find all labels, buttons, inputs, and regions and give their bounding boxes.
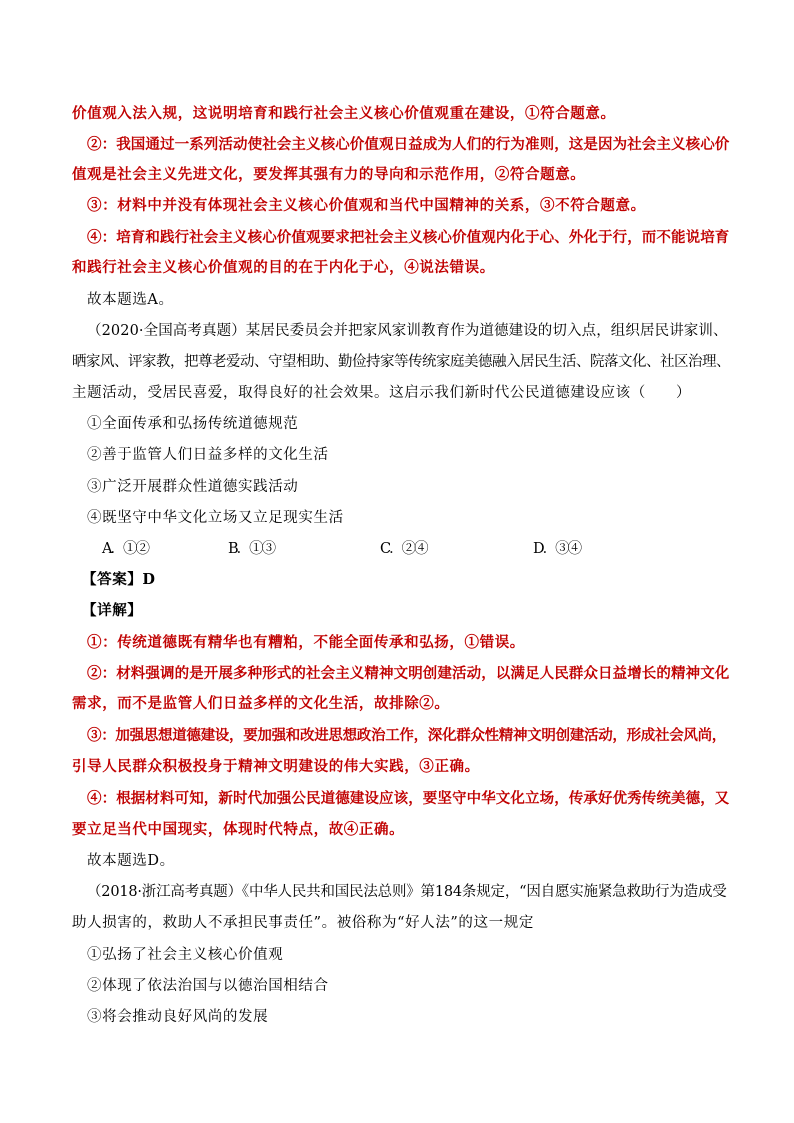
explanation-line: 值观是社会主义先进文化，要发挥其强有力的导向和示范作用，②符合题意。 xyxy=(72,166,586,183)
detail-line: ④：根据材料可知，新时代加强公民道德建设应该，要坚守中华文化立场，传承好优秀传统美德，又 xyxy=(87,790,730,807)
question-option: ③将会推动良好风尚的发展 xyxy=(87,1009,269,1025)
conclusion-text: 故本题选D。 xyxy=(87,853,175,869)
choice-c: C．②④ xyxy=(380,541,427,557)
detail-line: ②：材料强调的是开展多种形式的社会主义精神文明创建活动，以满足人民群众日益增长的精神文化 xyxy=(87,665,730,682)
question-option: ①全面传承和弘扬传统道德规范 xyxy=(87,416,299,432)
choice-a: A．①② xyxy=(102,541,148,557)
explanation-line: ②：我国通过一系列活动使社会主义核心价值观日益成为人们的行为准则，这是因为社会主义核心价 xyxy=(87,136,730,153)
detail-heading: 【详解】 xyxy=(82,602,143,619)
explanation-line: ④：培育和践行社会主义核心价值观要求把社会主义核心价值观内化于心、外化于行，而不能说培育 xyxy=(87,229,730,246)
explanation-line: 和践行社会主义核心价值观的目的在于内化于心，④说法错误。 xyxy=(72,259,495,276)
choice-b: B．①③ xyxy=(228,541,275,557)
detail-line: 引导人民群众积极投身于精神文明建设的伟大实践，③正确。 xyxy=(72,758,480,775)
detail-line: ③：加强思想道德建设，要加强和改进思想政治工作，深化群众性精神文明创建活动，形成社会风尚， xyxy=(87,727,726,744)
question-stem-line: 主题活动，受居民喜爱，取得良好的社会效果。这启示我们新时代公民道德建设应该（ ） xyxy=(72,385,692,401)
detail-line: ①：传统道德既有精华也有糟粕，不能全面传承和弘扬，①错误。 xyxy=(87,634,525,651)
question-stem-line: 助人损害的，救助人不承担民事责任”。被俗称为“好人法”的这一规定 xyxy=(72,915,534,931)
explanation-line: 价值观入法入规，这说明培育和践行社会主义核心价值观重在建设，①符合题意。 xyxy=(72,105,616,122)
question-stem-line: （2018·浙江高考真题）《中华人民共和国民法总则》第184条规定，“因自愿实施紧急救助行为造成受 xyxy=(87,884,727,900)
detail-line: 要立足当代中国现实，体现时代特点，故④正确。 xyxy=(72,821,405,838)
question-option: ①弘扬了社会主义核心价值观 xyxy=(87,947,284,963)
conclusion-text: 故本题选A。 xyxy=(87,292,174,308)
question-option: ②体现了依法治国与以德治国相结合 xyxy=(87,978,329,994)
question-option: ③广泛开展群众性道德实践活动 xyxy=(87,479,299,495)
question-option: ②善于监管人们日益多样的文化生活 xyxy=(87,447,329,463)
answer-label: 【答案】D xyxy=(82,571,156,588)
question-option: ④既坚守中华文化立场又立足现实生活 xyxy=(87,510,344,526)
detail-line: 需求，而不是监管人们日益多样的文化生活，故排除②。 xyxy=(72,695,450,712)
question-stem-line: 晒家风、评家教，把尊老爱动、守望相助、勤俭持家等传统家庭美德融入居民生活、院落文化、社区治理、 xyxy=(72,354,730,370)
question-stem-line: （2020·全国高考真题）某居民委员会并把家风家训教育作为道德建设的切入点，组织居民讲家训、 xyxy=(87,323,728,339)
choice-d: D．③④ xyxy=(533,541,581,557)
explanation-line: ③：材料中并没有体现社会主义核心价值观和当代中国精神的关系，③不符合题意。 xyxy=(87,197,646,214)
